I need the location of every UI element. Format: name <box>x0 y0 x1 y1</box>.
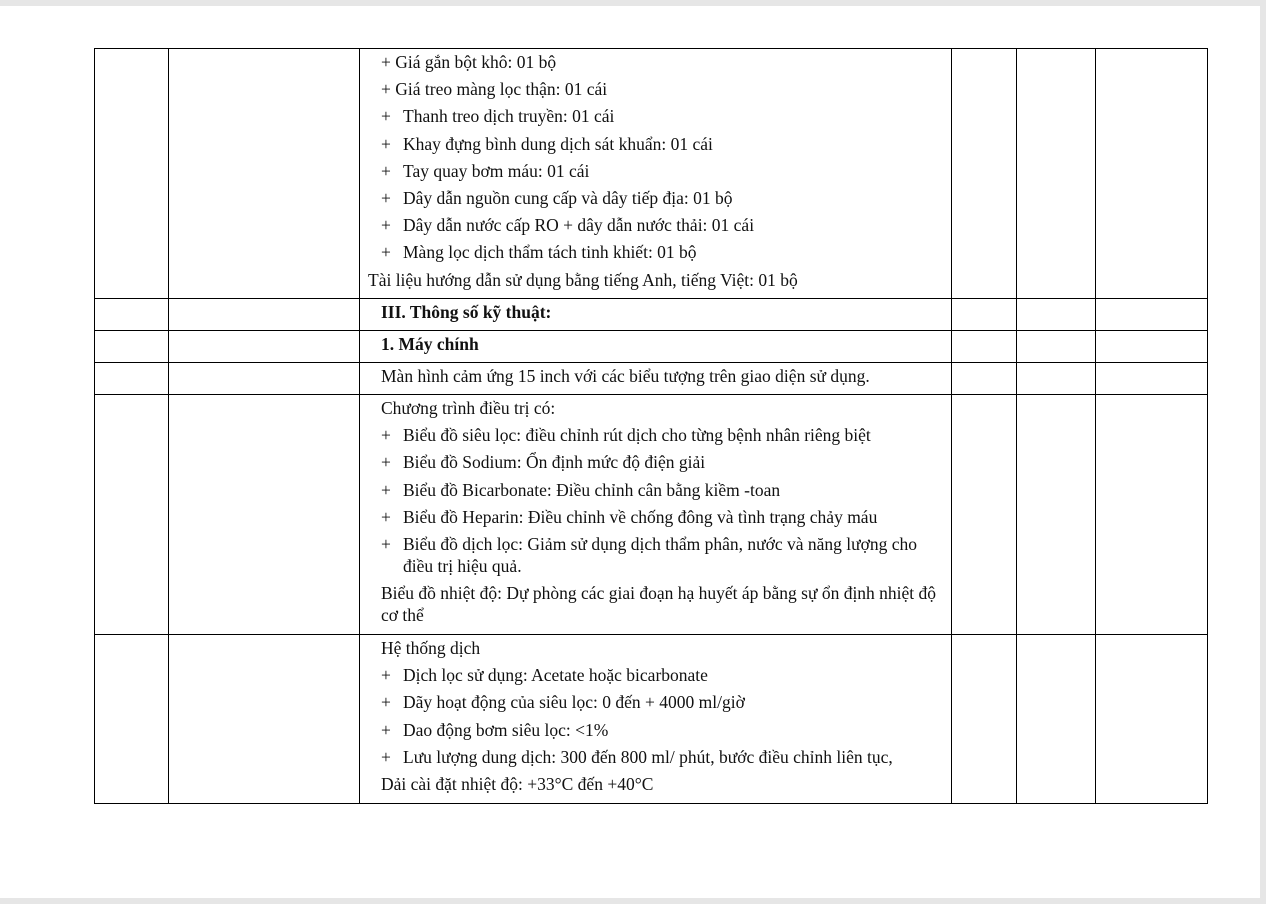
quantity-cell <box>1017 395 1096 635</box>
spec-line: Màn hình cảm ứng 15 inch với các biểu tượng trên giao diện sử dụng. <box>381 366 870 386</box>
plus-bullet: + <box>381 506 391 527</box>
bullet-item <box>368 424 945 446</box>
plus-bullet: + <box>381 692 391 713</box>
stt-cell <box>95 363 169 395</box>
description-cell <box>360 635 952 804</box>
bullet-text: Tay quay bơm máu: 01 cái <box>403 160 590 181</box>
description-cell <box>360 395 952 635</box>
plus-bullet: + <box>381 746 391 767</box>
bullet-text: Biểu đồ Bicarbonate: Điều chỉnh cân bằng kiềm -toan <box>403 479 781 500</box>
stt-cell <box>95 395 169 635</box>
bullet-text: Biểu đồ dịch lọc: Giảm sử dụng dịch thẩm phân, nước và năng lượng cho điều trị hiệu quả. <box>403 533 918 576</box>
bullet-text: Dịch lọc sử dụng: Acetate hoặc bicarbonate <box>403 665 708 686</box>
item-name-cell <box>169 395 360 635</box>
description-cell <box>360 299 952 331</box>
spec-line: Tài liệu hướng dẫn sử dụng bằng tiếng Anh, tiếng Việt: 01 bộ <box>368 269 798 290</box>
bullet-item <box>368 187 945 209</box>
item-name-cell <box>169 49 360 299</box>
plus-bullet: + <box>381 425 391 446</box>
unit-cell <box>952 49 1017 299</box>
table-row <box>95 49 1208 299</box>
plus-bullet: + <box>381 187 391 208</box>
plus-bullet: + <box>381 215 391 236</box>
plus-bullet: + <box>381 133 391 154</box>
note-cell <box>1096 299 1208 331</box>
bullet-text: Thanh treo dịch truyền: 01 cái <box>403 106 615 127</box>
plus-bullet: + <box>381 719 391 740</box>
stt-cell <box>95 635 169 804</box>
spec-line: + Giá treo màng lọc thận: 01 cái <box>381 79 608 100</box>
note-cell <box>1096 49 1208 299</box>
spec-line: + Giá gắn bột khô: 01 bộ <box>381 52 557 72</box>
note-cell <box>1096 395 1208 635</box>
unit-cell <box>952 299 1017 331</box>
spec-line: Biểu đồ nhiệt độ: Dự phòng các giai đoạn hạ huyết áp bằng sự ổn định nhiệt độ cơ thể <box>381 583 937 626</box>
bullet-item <box>368 105 945 127</box>
bullet-item <box>368 133 945 155</box>
bullet-text: Dao động bơm siêu lọc: <1% <box>403 719 609 740</box>
quantity-cell <box>1017 49 1096 299</box>
bullet-item <box>368 160 945 182</box>
bullet-text: Dây dẫn nước cấp RO + dây dẫn nước thải: 01 cái <box>403 215 755 236</box>
plus-bullet: + <box>381 452 391 473</box>
stt-cell <box>95 299 169 331</box>
document-page <box>0 6 1260 898</box>
table-row <box>95 299 1208 331</box>
description-cell <box>360 363 952 395</box>
plus-bullet: + <box>381 479 391 500</box>
quantity-cell <box>1017 363 1096 395</box>
spec-line: Chương trình điều trị có: <box>381 398 556 418</box>
stt-cell <box>95 49 169 299</box>
plus-bullet: + <box>381 106 391 127</box>
note-cell <box>1096 363 1208 395</box>
table-row <box>95 395 1208 635</box>
bullet-item <box>368 691 945 713</box>
quantity-cell <box>1017 299 1096 331</box>
plus-bullet: + <box>381 665 391 686</box>
section-heading: 1. Máy chính <box>381 334 479 354</box>
note-cell <box>1096 331 1208 363</box>
bullet-item <box>368 719 945 741</box>
bullet-text: Biểu đồ Sodium: Ổn định mức độ điện giải <box>403 452 706 473</box>
bullet-item <box>368 746 945 768</box>
quantity-cell <box>1017 635 1096 804</box>
bullet-text: Khay đựng bình dung dịch sát khuẩn: 01 cái <box>403 133 713 154</box>
table-row <box>95 635 1208 804</box>
bullet-item <box>368 214 945 236</box>
bullet-text: Lưu lượng dung dịch: 300 đến 800 ml/ phút, bước điều chỉnh liên tục, <box>403 746 893 767</box>
bullet-text: Biểu đồ Heparin: Điều chỉnh về chống đông và tình trạng chảy máu <box>403 506 878 527</box>
bullet-text: Dãy hoạt động của siêu lọc: 0 đến + 4000 ml/giờ <box>403 692 745 713</box>
table-row <box>95 363 1208 395</box>
plus-bullet: + <box>381 160 391 181</box>
table-row <box>95 331 1208 363</box>
plus-bullet: + <box>381 242 391 263</box>
section-heading: III. Thông số kỹ thuật: <box>381 302 552 322</box>
bullet-item <box>368 664 945 686</box>
unit-cell <box>952 635 1017 804</box>
table-body <box>95 49 1208 804</box>
bullet-item <box>368 479 945 501</box>
description-cell <box>360 331 952 363</box>
spec-line: Hệ thống dịch <box>381 638 481 658</box>
bullet-text: Biểu đồ siêu lọc: điều chỉnh rút dịch cho từng bệnh nhân riêng biệt <box>403 425 871 446</box>
unit-cell <box>952 331 1017 363</box>
bullet-text: Dây dẫn nguồn cung cấp và dây tiếp địa: 01 bộ <box>403 187 733 208</box>
unit-cell <box>952 363 1017 395</box>
note-cell <box>1096 635 1208 804</box>
item-name-cell <box>169 299 360 331</box>
bullet-item <box>368 506 945 528</box>
quantity-cell <box>1017 331 1096 363</box>
bullet-item <box>368 533 945 577</box>
bullet-text: Màng lọc dịch thẩm tách tinh khiết: 01 bộ <box>403 242 697 263</box>
bullet-item <box>368 241 945 263</box>
description-cell <box>360 49 952 299</box>
unit-cell <box>952 395 1017 635</box>
item-name-cell <box>169 363 360 395</box>
spec-line: Dải cài đặt nhiệt độ: +33°C đến +40°C <box>381 773 654 794</box>
stt-cell <box>95 331 169 363</box>
specification-table <box>94 48 1208 804</box>
item-name-cell <box>169 331 360 363</box>
item-name-cell <box>169 635 360 804</box>
bullet-item <box>368 451 945 473</box>
plus-bullet: + <box>381 533 391 554</box>
